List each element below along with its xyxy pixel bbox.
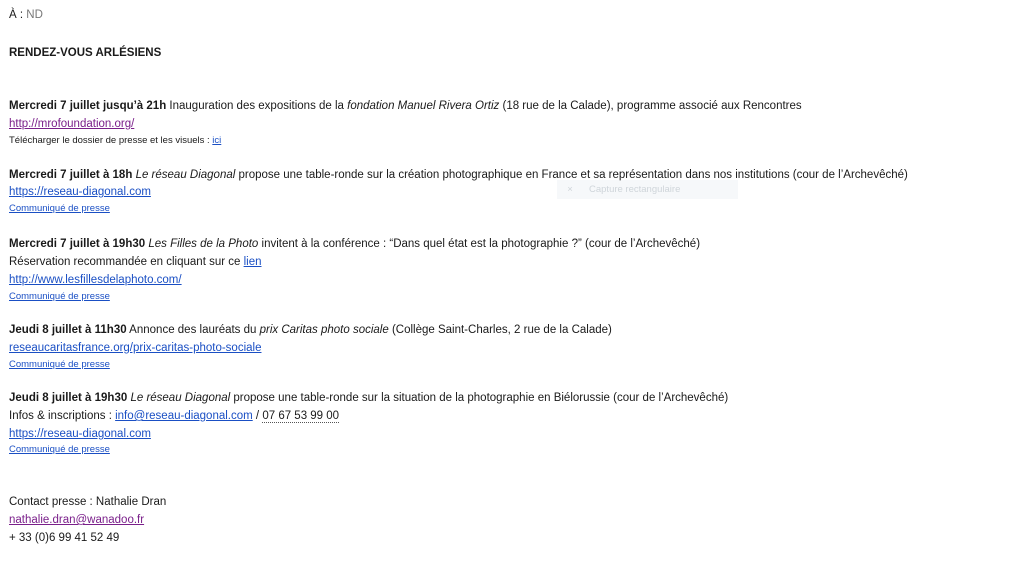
event-1-link-line: [9, 116, 134, 132]
event-3-press-link[interactable]: Communiqué de presse: [9, 291, 110, 302]
event-5-press-line: [9, 442, 110, 458]
event-4-link-line: [9, 340, 261, 356]
capture-overlay: [557, 180, 738, 199]
recipient-line: [9, 7, 43, 23]
event-1-note-line: [9, 133, 221, 149]
event-3-date: Mercredi 7 juillet à 19h30: [9, 238, 146, 250]
event-3-reservation-link[interactable]: lien: [243, 256, 262, 268]
event-5-press-link[interactable]: Communiqué de presse: [9, 444, 110, 455]
event-5-link[interactable]: https://reseau-diagonal.com: [9, 428, 151, 440]
event-3-link[interactable]: http://www.lesfillesdelaphoto.com/: [9, 274, 182, 286]
event-2-line: [9, 167, 908, 183]
contact-email-link[interactable]: nathalie.dran@wanadoo.fr: [9, 514, 145, 526]
event-3-link-line: [9, 272, 182, 288]
event-5-italic: Le réseau Diagonal: [130, 392, 231, 404]
contact-label: [9, 494, 166, 510]
event-2-link[interactable]: https://reseau-diagonal.com: [9, 186, 151, 198]
event-2-date: Mercredi 7 juillet à 18h: [9, 169, 133, 181]
event-4-date: Jeudi 8 juillet à 11h30: [9, 324, 127, 336]
event-2-press-line: [9, 201, 110, 217]
event-3-italic: Les Filles de la Photo: [148, 238, 259, 250]
contact-phone-line: [9, 530, 119, 546]
contact-phone: + 33 (0)6 99 41 52 49: [9, 532, 120, 544]
event-2-italic: Le réseau Diagonal: [135, 169, 236, 181]
event-4-link[interactable]: reseaucaritasfrance.org/prix-caritas-photo-sociale: [9, 342, 262, 354]
event-1-line: [9, 98, 802, 114]
event-5-info-text: Infos & inscriptions :: [9, 410, 116, 422]
event-5-link-line: [9, 426, 151, 442]
event-2-text: propose une table-ronde sur la création photographique en France et sa représentation dans nos institutions (cour de l’Archevêché): [235, 169, 908, 181]
event-1-link[interactable]: http://mrofoundation.org/: [9, 118, 135, 130]
event-1-text2: (18 rue de la Calade), programme associé aux Rencontres: [499, 100, 802, 112]
event-1-note-link[interactable]: ici: [212, 135, 222, 146]
page-title: [9, 45, 161, 61]
contact-label-text: Contact presse : Nathalie Dran: [9, 496, 167, 508]
to-label: À :: [9, 9, 24, 21]
capture-overlay-text: Capture rectangulaire: [589, 184, 681, 195]
event-5-line: [9, 390, 728, 406]
event-5-info-email[interactable]: info@reseau-diagonal.com: [115, 410, 253, 422]
event-3-reservation-text: Réservation recommandée en cliquant sur ce: [9, 256, 244, 268]
event-1-text1: Inauguration des expositions de la: [166, 100, 348, 112]
contact-email-line: [9, 512, 144, 528]
event-1-date: Mercredi 7 juillet jusqu’à 21h: [9, 100, 167, 112]
event-2-press-link[interactable]: Communiqué de presse: [9, 203, 110, 214]
event-4-text2: (Collège Saint-Charles, 2 rue de la Calade): [388, 324, 612, 336]
close-icon: ×: [567, 184, 573, 195]
event-3-text: invitent à la conférence : “Dans quel état est la photographie ?” (cour de l’Archevêché): [258, 238, 701, 250]
event-5-info-sep: /: [252, 410, 263, 422]
event-3-reservation-line: [9, 254, 262, 270]
event-1-note-text: Télécharger le dossier de presse et les visuels :: [9, 135, 213, 146]
event-3-line: [9, 236, 700, 252]
event-4-line: [9, 322, 612, 338]
event-5-text: propose une table-ronde sur la situation de la photographie en Biélorussie (cour de l’Archevêché): [230, 392, 729, 404]
event-4-text1: Annonce des lauréats du: [126, 324, 260, 336]
event-4-italic: prix Caritas photo sociale: [259, 324, 389, 336]
event-2-link-line: [9, 184, 151, 200]
to-value: ND: [26, 9, 43, 21]
event-5-info-phone[interactable]: 07 67 53 99 00: [262, 410, 340, 422]
event-4-press-link[interactable]: Communiqué de presse: [9, 359, 110, 370]
event-5-info-line: [9, 408, 339, 424]
event-1-italic: fondation Manuel Rivera Ortiz: [347, 100, 500, 112]
event-5-date: Jeudi 8 juillet à 19h30: [9, 392, 128, 404]
title-text: RENDEZ-VOUS ARLÉSIENS: [9, 47, 162, 59]
event-4-press-line: [9, 357, 110, 373]
event-3-press-line: [9, 289, 110, 305]
